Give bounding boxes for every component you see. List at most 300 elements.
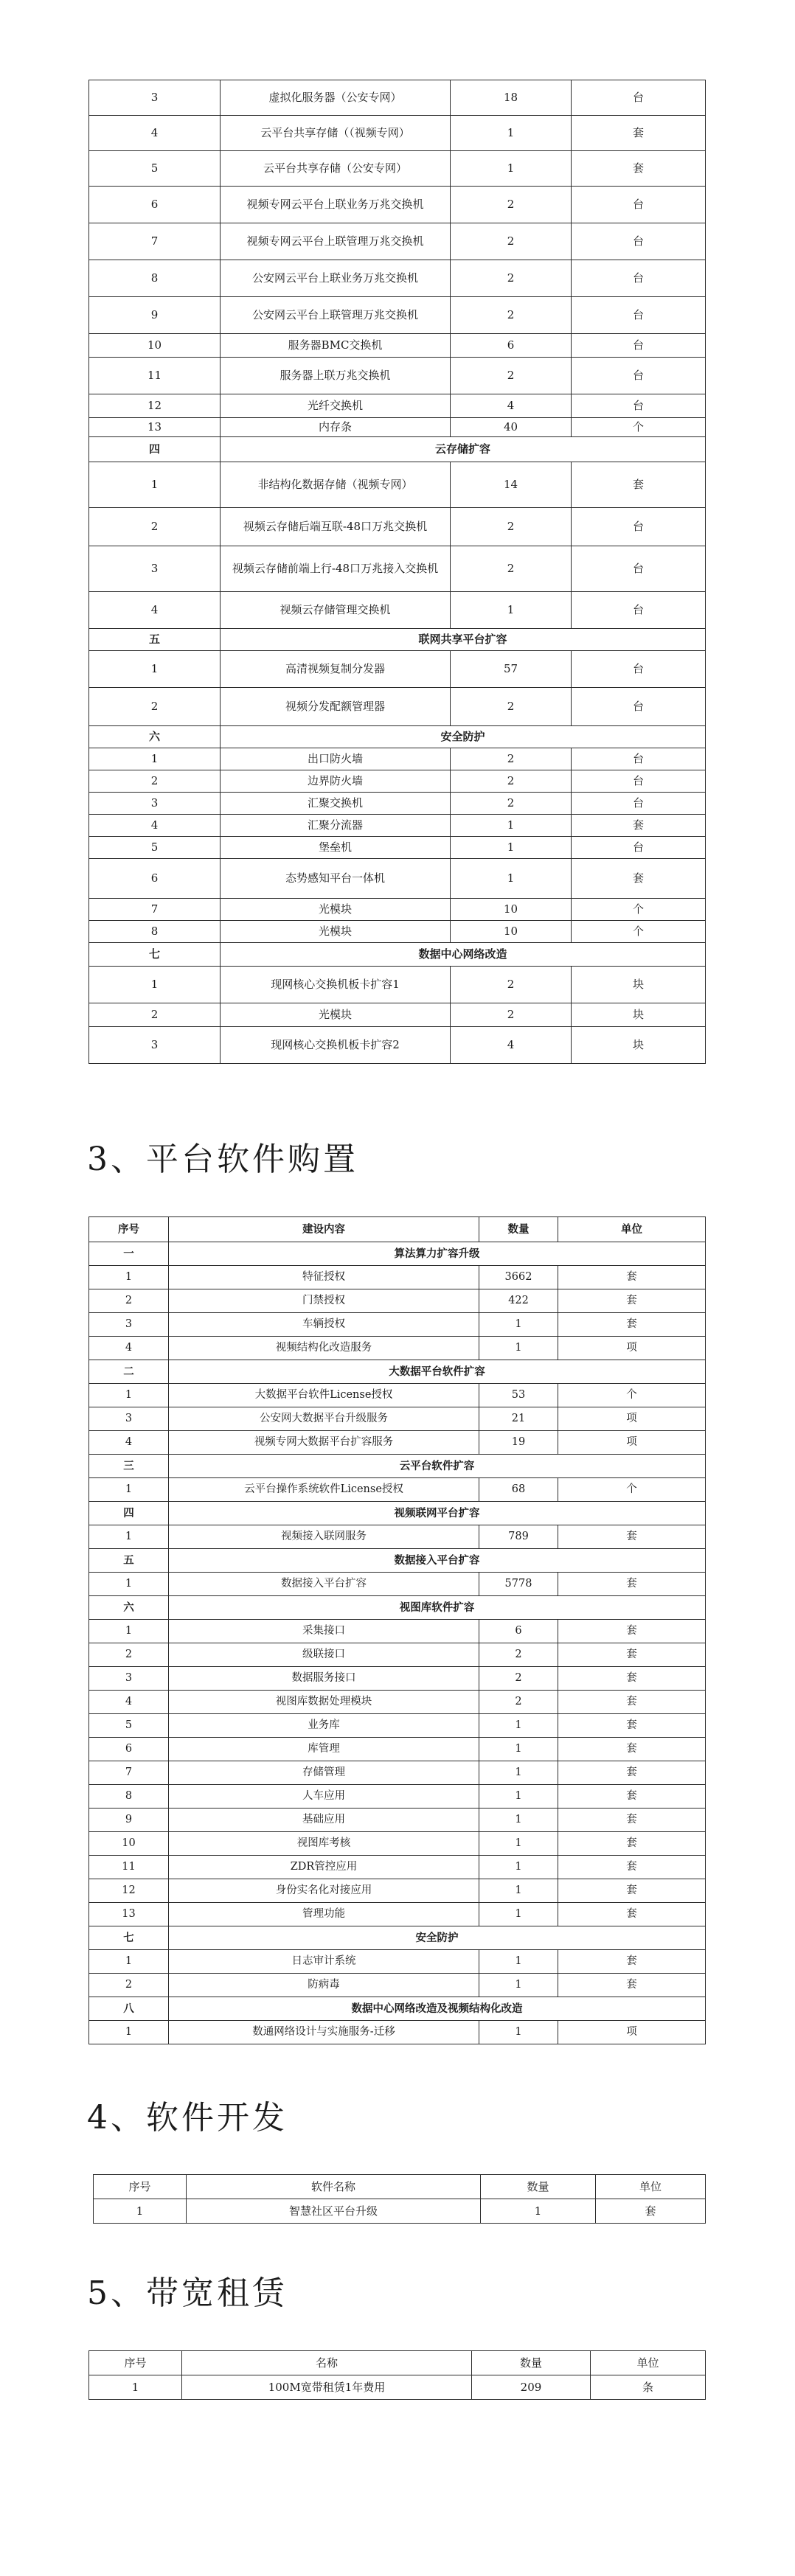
row-name: 光模块	[221, 1003, 451, 1027]
section-row	[89, 1502, 706, 1525]
table-row	[89, 1903, 706, 1926]
table-header-row	[89, 1217, 706, 1242]
row-idx: 1	[89, 1620, 169, 1643]
row-unit: 套	[558, 1761, 706, 1785]
row-name: 视频云存储管理交换机	[221, 592, 451, 629]
row-idx: 12	[89, 1879, 169, 1903]
row-idx: 13	[89, 1903, 169, 1926]
table-row	[89, 1313, 706, 1337]
platform-software-table	[88, 1216, 706, 2044]
row-name: 数据接入平台扩容	[169, 1573, 479, 1596]
row-name: 服务器上联万兆交换机	[221, 358, 451, 394]
row-qty: 5778	[479, 1573, 558, 1596]
row-unit: 台	[572, 334, 706, 358]
table-row	[89, 187, 706, 223]
row-unit: 套	[596, 2199, 706, 2224]
table-row	[89, 1289, 706, 1313]
table-header-row	[94, 2175, 706, 2199]
row-idx: 2	[89, 1974, 169, 1997]
row-name: 基础应用	[169, 1809, 479, 1832]
row-idx: 3	[89, 546, 221, 592]
table-row	[89, 899, 706, 921]
table-row	[89, 748, 706, 770]
hardware-table-continued	[88, 80, 706, 1064]
row-unit: 台	[572, 770, 706, 793]
section-row	[89, 1549, 706, 1573]
section-heading-software-development: 4、软件开发	[87, 2099, 288, 2137]
section-title: 联网共享平台扩容	[221, 629, 706, 651]
row-name: 门禁授权	[169, 1289, 479, 1313]
row-name: 公安网云平台上联业务万兆交换机	[221, 260, 451, 297]
table-row	[89, 260, 706, 297]
table-row	[89, 815, 706, 837]
row-name: 100M宽带租赁1年费用	[182, 2375, 472, 2400]
row-qty: 2	[451, 508, 572, 546]
row-name: 视频接入联网服务	[169, 1525, 479, 1549]
row-qty: 2	[479, 1643, 558, 1667]
table-row	[89, 1809, 706, 1832]
row-qty: 57	[451, 651, 572, 688]
table-row	[89, 1431, 706, 1455]
row-name: 车辆授权	[169, 1313, 479, 1337]
row-name: 视频专网大数据平台扩容服务	[169, 1431, 479, 1455]
row-idx: 4	[89, 116, 221, 151]
row-qty: 19	[479, 1431, 558, 1455]
row-unit: 项	[558, 1337, 706, 1360]
row-qty: 1	[451, 116, 572, 151]
section-idx: 五	[89, 629, 221, 651]
row-unit: 套	[558, 1738, 706, 1761]
row-unit: 个	[558, 1478, 706, 1502]
row-unit: 套	[572, 815, 706, 837]
section-row	[89, 1926, 706, 1950]
row-unit: 套	[558, 1620, 706, 1643]
table-row	[89, 1856, 706, 1879]
row-qty: 1	[479, 2021, 558, 2044]
table-row	[89, 1714, 706, 1738]
row-idx: 1	[89, 1573, 169, 1596]
row-idx: 4	[89, 1431, 169, 1455]
row-name: 公安网云平台上联管理万兆交换机	[221, 297, 451, 334]
row-unit: 台	[572, 394, 706, 418]
header-idx: 序号	[94, 2175, 187, 2199]
row-name: 内存条	[221, 418, 451, 437]
table-row	[89, 1027, 706, 1064]
row-name: 视频结构化改造服务	[169, 1337, 479, 1360]
row-idx: 3	[89, 1407, 169, 1431]
row-qty: 1	[479, 1809, 558, 1832]
row-qty: 2	[451, 770, 572, 793]
row-unit: 套	[558, 1832, 706, 1856]
table-row	[89, 508, 706, 546]
row-name: 出口防火墙	[221, 748, 451, 770]
row-name: 堡垒机	[221, 837, 451, 859]
row-unit: 套	[558, 1643, 706, 1667]
section-idx: 四	[89, 1502, 169, 1525]
table-row	[89, 1691, 706, 1714]
row-name: 高清视频复制分发器	[221, 651, 451, 688]
row-idx: 1	[89, 1384, 169, 1407]
section-idx: 六	[89, 726, 221, 748]
section-row	[89, 1360, 706, 1384]
table-row	[89, 462, 706, 508]
row-name: 公安网大数据平台升级服务	[169, 1407, 479, 1431]
row-unit: 套	[558, 1879, 706, 1903]
table-row	[89, 1407, 706, 1431]
section-idx: 一	[89, 1242, 169, 1266]
row-name: 云平台共享存储（公安专网）	[221, 151, 451, 187]
row-idx: 3	[89, 1027, 221, 1064]
row-idx: 2	[89, 688, 221, 726]
row-idx: 3	[89, 1313, 169, 1337]
section-title: 数据中心网络改造	[221, 943, 706, 967]
section-title: 视频联网平台扩容	[169, 1502, 706, 1525]
row-qty: 1	[479, 1903, 558, 1926]
row-name: 视频云存储后端互联-48口万兆交换机	[221, 508, 451, 546]
section-title: 视图库软件扩容	[169, 1596, 706, 1620]
row-name: 人车应用	[169, 1785, 479, 1809]
table-row	[89, 1974, 706, 1997]
row-idx: 11	[89, 358, 221, 394]
row-qty: 1	[479, 1832, 558, 1856]
row-idx: 7	[89, 1761, 169, 1785]
row-qty: 53	[479, 1384, 558, 1407]
header-unit: 单位	[591, 2351, 706, 2375]
section-title: 算法算力扩容升级	[169, 1242, 706, 1266]
table-row	[89, 1573, 706, 1596]
row-name: 大数据平台软件License授权	[169, 1384, 479, 1407]
row-name: 服务器BMC交换机	[221, 334, 451, 358]
table-row	[89, 1643, 706, 1667]
row-unit: 套	[558, 1714, 706, 1738]
row-qty: 1	[479, 1761, 558, 1785]
row-unit: 套	[558, 1974, 706, 1997]
row-unit: 套	[558, 1856, 706, 1879]
table-row	[89, 1620, 706, 1643]
row-name: 特征授权	[169, 1266, 479, 1289]
row-name: 数据服务接口	[169, 1667, 479, 1691]
row-qty: 2	[479, 1667, 558, 1691]
section-title: 大数据平台软件扩容	[169, 1360, 706, 1384]
table-row	[89, 1266, 706, 1289]
row-idx: 1	[89, 462, 221, 508]
row-unit: 套	[558, 1266, 706, 1289]
section-heading-bandwidth-lease: 5、带宽租赁	[87, 2274, 288, 2312]
row-qty: 2	[451, 187, 572, 223]
row-name: 光纤交换机	[221, 394, 451, 418]
row-qty: 3662	[479, 1266, 558, 1289]
row-name: 现网核心交换机板卡扩容1	[221, 967, 451, 1003]
table-row	[89, 1525, 706, 1549]
table-row	[89, 394, 706, 418]
row-unit: 台	[572, 546, 706, 592]
row-idx: 9	[89, 297, 221, 334]
bandwidth-lease-table	[88, 2350, 706, 2400]
row-qty: 4	[451, 394, 572, 418]
row-qty: 2	[451, 260, 572, 297]
row-unit: 块	[572, 1003, 706, 1027]
row-unit: 个	[572, 899, 706, 921]
table-row	[89, 1738, 706, 1761]
table-row	[89, 921, 706, 943]
row-qty: 68	[479, 1478, 558, 1502]
row-name: 智慧社区平台升级	[187, 2199, 481, 2224]
header-idx: 序号	[89, 2351, 182, 2375]
row-unit: 台	[572, 837, 706, 859]
row-qty: 1	[481, 2199, 596, 2224]
row-name: ZDR管控应用	[169, 1856, 479, 1879]
section-title: 安全防护	[221, 726, 706, 748]
row-unit: 台	[572, 793, 706, 815]
row-name: 边界防火墙	[221, 770, 451, 793]
row-unit: 套	[558, 1950, 706, 1974]
row-name: 汇聚交换机	[221, 793, 451, 815]
row-name: 非结构化数据存储（视频专网）	[221, 462, 451, 508]
row-name: 视频分发配额管理器	[221, 688, 451, 726]
table-row	[89, 1785, 706, 1809]
row-unit: 块	[572, 1027, 706, 1064]
row-name: 视图库数据处理模块	[169, 1691, 479, 1714]
row-unit: 台	[572, 688, 706, 726]
header-unit: 单位	[558, 1217, 706, 1242]
table-row	[89, 651, 706, 688]
table-row	[94, 2199, 706, 2224]
table-row	[89, 837, 706, 859]
row-unit: 台	[572, 187, 706, 223]
table-row	[89, 859, 706, 899]
header-unit: 单位	[596, 2175, 706, 2199]
row-qty: 40	[451, 418, 572, 437]
row-idx: 2	[89, 508, 221, 546]
row-idx: 3	[89, 793, 221, 815]
header-name: 软件名称	[187, 2175, 481, 2199]
section-row	[89, 943, 706, 967]
row-qty: 6	[451, 334, 572, 358]
table-row	[89, 1832, 706, 1856]
table-row	[89, 1003, 706, 1027]
row-name: 云平台共享存储（（视频专网）	[221, 116, 451, 151]
row-idx: 6	[89, 859, 221, 899]
section-heading-platform-software: 3、平台软件购置	[87, 1141, 358, 1178]
row-qty: 1	[479, 1738, 558, 1761]
row-name: 存储管理	[169, 1761, 479, 1785]
row-name: 态势感知平台一体机	[221, 859, 451, 899]
row-idx: 3	[89, 1667, 169, 1691]
row-unit: 套	[572, 859, 706, 899]
row-unit: 台	[572, 508, 706, 546]
table-row	[89, 546, 706, 592]
row-qty: 209	[472, 2375, 591, 2400]
table-row	[89, 297, 706, 334]
section-row	[89, 1596, 706, 1620]
row-unit: 套	[572, 116, 706, 151]
row-unit: 台	[572, 592, 706, 629]
section-title: 云存储扩容	[221, 437, 706, 462]
table-header-row	[89, 2351, 706, 2375]
row-qty: 1	[451, 859, 572, 899]
row-name: 视频专网云平台上联业务万兆交换机	[221, 187, 451, 223]
row-qty: 1	[451, 815, 572, 837]
row-idx: 4	[89, 1691, 169, 1714]
row-name: 视频专网云平台上联管理万兆交换机	[221, 223, 451, 260]
row-name: 视图库考核	[169, 1832, 479, 1856]
row-unit: 项	[558, 1431, 706, 1455]
row-qty: 2	[451, 967, 572, 1003]
row-qty: 1	[479, 1785, 558, 1809]
section-title: 数据中心网络改造及视频结构化改造	[169, 1997, 706, 2021]
row-idx: 6	[89, 187, 221, 223]
row-unit: 套	[558, 1809, 706, 1832]
row-name: 现网核心交换机板卡扩容2	[221, 1027, 451, 1064]
row-idx: 4	[89, 1337, 169, 1360]
row-name: 防病毒	[169, 1974, 479, 1997]
row-idx: 10	[89, 334, 221, 358]
row-qty: 1	[479, 1950, 558, 1974]
section-row	[89, 437, 706, 462]
section-idx: 五	[89, 1549, 169, 1573]
section-idx: 八	[89, 1997, 169, 2021]
row-unit: 台	[572, 358, 706, 394]
row-name: 虚拟化服务器（公安专网）	[221, 80, 451, 116]
row-qty: 10	[451, 921, 572, 943]
section-title: 安全防护	[169, 1926, 706, 1950]
section-idx: 六	[89, 1596, 169, 1620]
row-qty: 4	[451, 1027, 572, 1064]
row-name: 光模块	[221, 921, 451, 943]
row-unit: 条	[591, 2375, 706, 2400]
row-qty: 2	[479, 1691, 558, 1714]
section-idx: 四	[89, 437, 221, 462]
row-unit: 套	[572, 462, 706, 508]
row-unit: 个	[572, 418, 706, 437]
row-name: 管理功能	[169, 1903, 479, 1926]
row-name: 汇聚分流器	[221, 815, 451, 837]
row-qty: 10	[451, 899, 572, 921]
row-idx: 1	[89, 1266, 169, 1289]
row-unit: 套	[558, 1289, 706, 1313]
row-qty: 2	[451, 358, 572, 394]
row-name: 业务库	[169, 1714, 479, 1738]
section-row	[89, 1997, 706, 2021]
row-idx: 1	[89, 967, 221, 1003]
row-idx: 8	[89, 1785, 169, 1809]
row-idx: 1	[89, 1525, 169, 1549]
row-qty: 21	[479, 1407, 558, 1431]
table-row	[89, 1950, 706, 1974]
table-row	[89, 116, 706, 151]
row-unit: 个	[558, 1384, 706, 1407]
table-row	[89, 334, 706, 358]
row-idx: 2	[89, 770, 221, 793]
row-qty: 2	[451, 297, 572, 334]
row-qty: 2	[451, 793, 572, 815]
table-row	[89, 80, 706, 116]
row-idx: 2	[89, 1003, 221, 1027]
row-qty: 1	[451, 837, 572, 859]
section-row	[89, 1455, 706, 1478]
row-name: 日志审计系统	[169, 1950, 479, 1974]
row-qty: 1	[479, 1337, 558, 1360]
row-name: 库管理	[169, 1738, 479, 1761]
row-qty: 1	[451, 151, 572, 187]
row-idx: 1	[89, 1478, 169, 1502]
row-unit: 项	[558, 2021, 706, 2044]
table-row	[89, 2375, 706, 2400]
row-name: 数通网络设计与实施服务-迁移	[169, 2021, 479, 2044]
row-qty: 14	[451, 462, 572, 508]
row-unit: 台	[572, 297, 706, 334]
row-qty: 2	[451, 1003, 572, 1027]
row-qty: 422	[479, 1289, 558, 1313]
row-qty: 2	[451, 223, 572, 260]
section-idx: 七	[89, 943, 221, 967]
row-unit: 套	[558, 1691, 706, 1714]
header-qty: 数量	[472, 2351, 591, 2375]
row-idx: 11	[89, 1856, 169, 1879]
row-idx: 10	[89, 1832, 169, 1856]
row-unit: 套	[572, 151, 706, 187]
row-name: 视频云存储前端上行-48口万兆接入交换机	[221, 546, 451, 592]
table-row	[89, 418, 706, 437]
table-row	[89, 1761, 706, 1785]
row-unit: 套	[558, 1313, 706, 1337]
row-idx: 1	[89, 651, 221, 688]
row-name: 光模块	[221, 899, 451, 921]
row-unit: 台	[572, 260, 706, 297]
row-unit: 台	[572, 223, 706, 260]
table-row	[89, 223, 706, 260]
row-qty: 789	[479, 1525, 558, 1549]
row-unit: 台	[572, 80, 706, 116]
row-unit: 台	[572, 651, 706, 688]
row-idx: 5	[89, 151, 221, 187]
section-idx: 三	[89, 1455, 169, 1478]
row-idx: 1	[94, 2199, 187, 2224]
row-name: 身份实名化对接应用	[169, 1879, 479, 1903]
row-idx: 1	[89, 2375, 182, 2400]
row-name: 采集接口	[169, 1620, 479, 1643]
row-idx: 3	[89, 80, 221, 116]
row-qty: 18	[451, 80, 572, 116]
table-row	[89, 1667, 706, 1691]
section-idx: 二	[89, 1360, 169, 1384]
row-qty: 1	[479, 1714, 558, 1738]
row-unit: 套	[558, 1903, 706, 1926]
section-row	[89, 629, 706, 651]
row-unit: 台	[572, 748, 706, 770]
row-idx: 8	[89, 260, 221, 297]
row-idx: 1	[89, 748, 221, 770]
row-idx: 1	[89, 2021, 169, 2044]
section-title: 数据接入平台扩容	[169, 1549, 706, 1573]
row-qty: 6	[479, 1620, 558, 1643]
row-idx: 13	[89, 418, 221, 437]
header-idx: 序号	[89, 1217, 169, 1242]
header-qty: 数量	[479, 1217, 558, 1242]
row-name: 级联接口	[169, 1643, 479, 1667]
row-qty: 1	[479, 1879, 558, 1903]
table-row	[89, 1384, 706, 1407]
row-idx: 7	[89, 899, 221, 921]
table-row	[89, 592, 706, 629]
row-idx: 7	[89, 223, 221, 260]
software-development-table	[93, 2174, 706, 2224]
row-name: 云平台操作系统软件License授权	[169, 1478, 479, 1502]
row-idx: 2	[89, 1643, 169, 1667]
header-name: 名称	[182, 2351, 472, 2375]
section-row	[89, 726, 706, 748]
row-idx: 9	[89, 1809, 169, 1832]
